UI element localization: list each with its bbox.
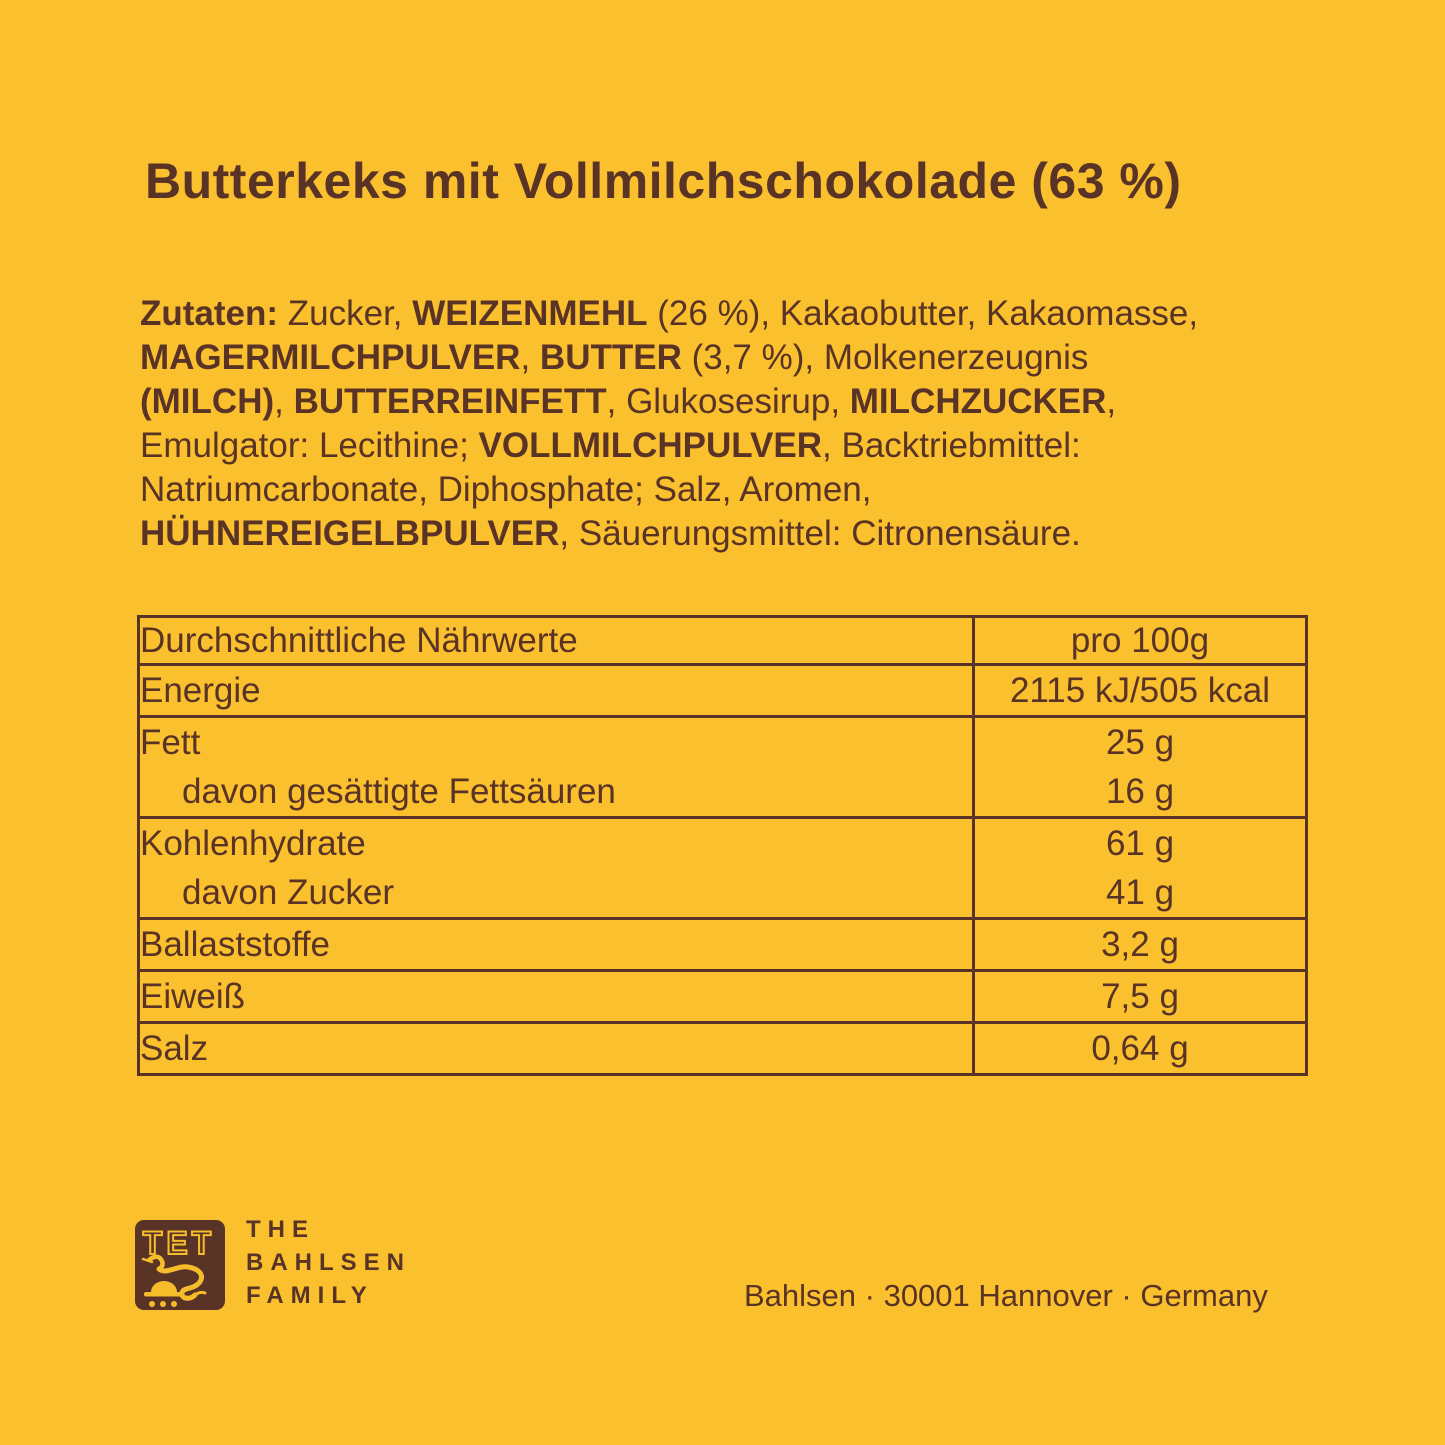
ingredient-text: , Backtriebmittel: <box>822 426 1081 465</box>
brand-line-bahlsen: BAHLSEN <box>246 1249 412 1276</box>
ingredient-allergen: Zutaten: <box>140 294 279 333</box>
tet-logo-icon <box>135 1220 225 1310</box>
ingredient-allergen: HÜHNEREIGELBPULVER <box>140 514 560 553</box>
nutrition-row <box>139 971 1307 1023</box>
nutrient-label: davon Zucker <box>182 872 395 912</box>
ingredient-allergen: MILCHZUCKER <box>849 382 1107 421</box>
nutrition-row <box>139 868 1307 919</box>
nutrient-value: 16 g <box>974 767 1307 818</box>
nutrient-value: 41 g <box>974 868 1307 919</box>
ingredient-text: , <box>520 338 540 377</box>
ingredient-allergen: WEIZENMEHL <box>412 294 648 333</box>
nutrition-header-row <box>139 617 1307 665</box>
address-text: Bahlsen · 30001 Hannover · Germany <box>744 1278 1268 1313</box>
ingredient-text: Emulgator: Lecithine; <box>140 426 479 465</box>
nutrition-header-label: Durchschnittliche Nährwerte <box>139 617 974 665</box>
ingredients-line <box>140 512 1198 556</box>
ingredient-text: , Säuerungsmittel: Citronensäure. <box>559 514 1081 553</box>
nutrition-row <box>139 1023 1307 1075</box>
nutrition-row <box>139 767 1307 818</box>
nutrition-table-body <box>139 665 1307 1075</box>
ingredient-text: , Glukosesirup, <box>606 382 850 421</box>
ingredient-text: (26 %), Kakaobutter, Kakaomasse, <box>647 294 1199 333</box>
brand-line-family: FAMILY <box>246 1282 374 1309</box>
ingredients-line <box>140 380 1198 424</box>
ingredient-allergen: BUTTER <box>539 338 682 377</box>
ingredients-line <box>140 336 1198 380</box>
brand-line-the: THE <box>246 1216 315 1243</box>
tet-logo-text: TET <box>142 1225 216 1261</box>
product-title: Butterkeks mit Vollmilchschokolade (63 %) <box>145 153 1182 209</box>
nutrient-value: 2115 kJ/505 kcal <box>974 665 1307 717</box>
nutrient-label: Eiweiß <box>139 971 974 1023</box>
nutrition-row <box>139 919 1307 971</box>
ingredients-line <box>140 424 1198 468</box>
nutrient-value: 61 g <box>974 818 1307 869</box>
ingredient-allergen: MAGERMILCHPULVER <box>140 338 521 377</box>
nutrient-label: Kohlenhydrate <box>139 818 974 869</box>
ingredient-text: (3,7 %), Molkenerzeugnis <box>681 338 1089 377</box>
nutrient-label: Salz <box>139 1023 974 1075</box>
ingredient-text: Natriumcarbonate, Diphosphate; Salz, Aromen, <box>140 470 872 509</box>
nutrient-value: 25 g <box>974 717 1307 768</box>
nutrition-table <box>137 615 1308 1076</box>
ingredients-text <box>140 292 1198 556</box>
ingredient-allergen: BUTTERREINFETT <box>293 382 607 421</box>
ingredient-allergen: (MILCH) <box>140 382 275 421</box>
nutrient-label: davon gesättigte Fettsäuren <box>182 771 616 811</box>
nutrient-label: Energie <box>139 665 974 717</box>
ingredients-line <box>140 468 1198 512</box>
ingredient-allergen: VOLLMILCHPULVER <box>478 426 823 465</box>
ingredients-line <box>140 292 1198 336</box>
nutrient-label: Fett <box>139 717 974 768</box>
nutrition-row <box>139 818 1307 869</box>
ingredient-text: , <box>1106 382 1117 421</box>
nutrient-value: 3,2 g <box>974 919 1307 971</box>
nutrient-value: 0,64 g <box>974 1023 1307 1075</box>
nutrient-value: 7,5 g <box>974 971 1307 1023</box>
nutrition-row <box>139 717 1307 768</box>
brand-text <box>246 1213 411 1312</box>
ingredient-text: , <box>274 382 294 421</box>
nutrition-row <box>139 665 1307 717</box>
nutrient-label: Ballaststoffe <box>139 919 974 971</box>
nutrition-header-value: pro 100g <box>974 617 1307 665</box>
ingredient-text: Zucker, <box>278 294 413 333</box>
